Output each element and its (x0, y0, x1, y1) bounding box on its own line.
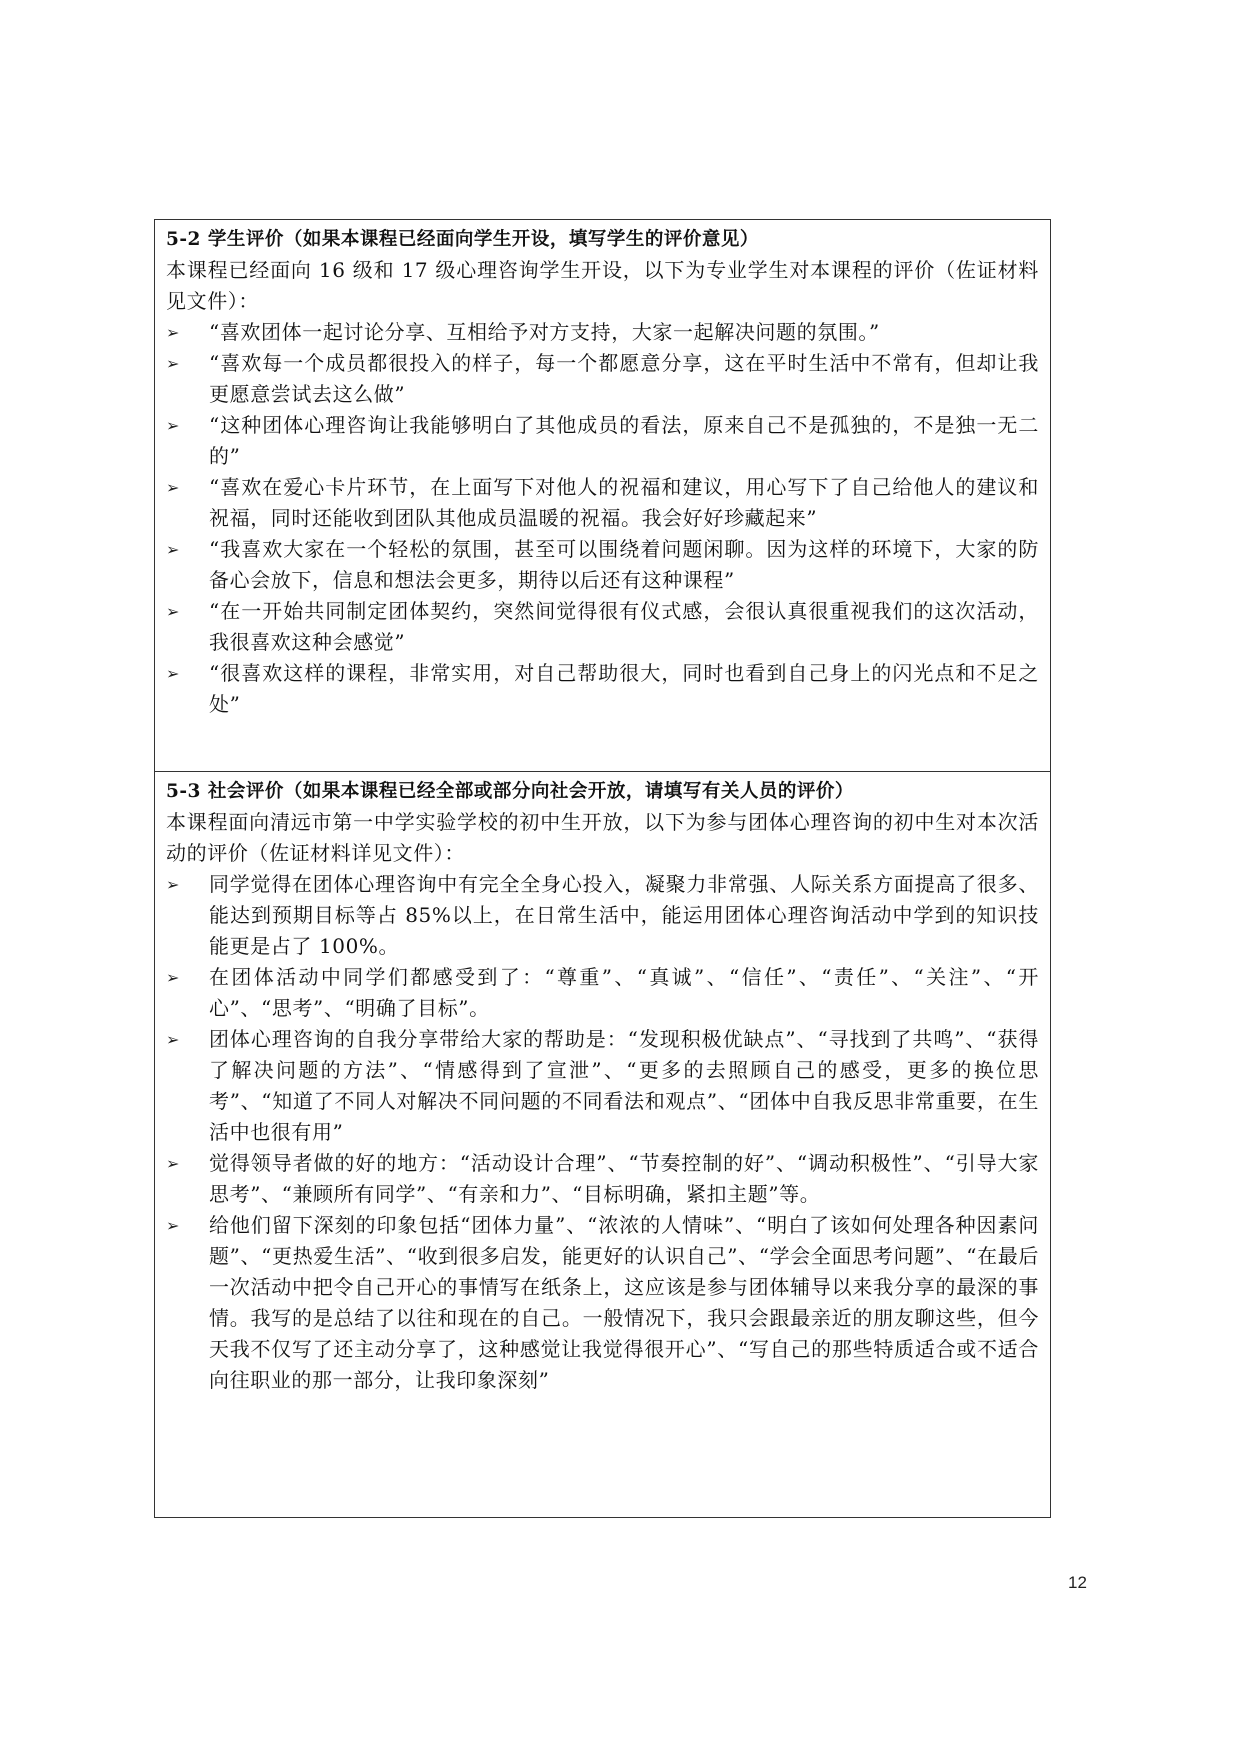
list-item (166, 534, 1039, 596)
student-evaluation-section (154, 219, 1051, 772)
arrow-bullet-icon: ➢ (166, 602, 181, 621)
social-evaluation-section (154, 771, 1051, 1518)
list-item-text: 同学觉得在团体心理咨询中有完全全身心投入，凝聚力非常强、人际关系方面提高了很多、能达到预期目标等占 85%以上，在日常生活中，能运用团体心理咨询活动中学到的知识技能更是占了 100%。 (209, 872, 1039, 958)
arrow-bullet-icon: ➢ (166, 416, 181, 435)
arrow-bullet-icon: ➢ (166, 323, 181, 342)
arrow-bullet-icon: ➢ (166, 664, 181, 683)
list-item (166, 962, 1039, 1024)
list-item (166, 1148, 1039, 1210)
list-item (166, 317, 1039, 348)
page-number: 12 (1068, 1573, 1087, 1592)
list-item-text: 在团体活动中同学们都感受到了：“尊重”、“真诚”、“信任”、“责任”、“关注”、“开心”、“思考”、“明确了目标”。 (209, 965, 1039, 1020)
evaluation-list (166, 869, 1039, 1396)
arrow-bullet-icon: ➢ (166, 1216, 181, 1235)
list-item (166, 472, 1039, 534)
list-item-text: “喜欢团体一起讨论分享、互相给予对方支持，大家一起解决问题的氛围。” (209, 320, 880, 344)
section-intro: 本课程已经面向 16 级和 17 级心理咨询学生开设，以下为专业学生对本课程的评价（佐证材料见文件）： (166, 258, 1039, 313)
arrow-bullet-icon: ➢ (166, 478, 181, 497)
list-item (166, 348, 1039, 410)
list-item (166, 869, 1039, 962)
list-item (166, 1024, 1039, 1148)
section-title: 5-3 社会评价（如果本课程已经全部或部分向社会开放，请填写有关人员的评价） (166, 781, 854, 802)
evaluation-list (166, 317, 1039, 720)
arrow-bullet-icon: ➢ (166, 1030, 181, 1049)
list-item-text: “喜欢在爱心卡片环节，在上面写下对他人的祝福和建议，用心写下了自己给他人的建议和祝福，同时还能收到团队其他成员温暖的祝福。我会好好珍藏起来” (209, 475, 1039, 530)
list-item-text: 给他们留下深刻的印象包括“团体力量”、“浓浓的人情味”、“明白了该如何处理各种因素问题”、“更热爱生活”、“收到很多启发，能更好的认识自己”、“学会全面思考问题”、“在最后一次活动中把令自己开心的事情写在纸条上，这应该是参与团体辅导以来我分享的最深的事情。我写的是总结了以往和现在的自己。一般情况下，我只会跟最亲近的朋友聊这些，但今天我不仅写了还主动分享了，这种感觉让我觉得很开心”、“写自己的那些特质适合或不适合向往职业的那一部分，让我印象深刻” (209, 1213, 1039, 1392)
list-item (166, 658, 1039, 720)
section-intro: 本课程面向清远市第一中学实验学校的初中生开放，以下为参与团体心理咨询的初中生对本次活动的评价（佐证材料详见文件）： (166, 810, 1039, 865)
list-item-text: 团体心理咨询的自我分享带给大家的帮助是：“发现积极优缺点”、“寻找到了共鸣”、“获得了解决问题的方法”、“情感得到了宣泄”、“更多的去照顾自己的感受，更多的换位思考”、“知道了不同人对解决不同问题的不同看法和观点”、“团体中自我反思非常重要，在生活中也很有用” (209, 1027, 1039, 1144)
arrow-bullet-icon: ➢ (166, 968, 181, 987)
arrow-bullet-icon: ➢ (166, 354, 181, 373)
list-item-text: 觉得领导者做的好的地方：“活动设计合理”、“节奏控制的好”、“调动积极性”、“引导大家思考”、“兼顾所有同学”、“有亲和力”、“目标明确，紧扣主题”等。 (209, 1151, 1039, 1206)
arrow-bullet-icon: ➢ (166, 1154, 181, 1173)
list-item-text: “我喜欢大家在一个轻松的氛围，甚至可以围绕着问题闲聊。因为这样的环境下，大家的防备心会放下，信息和想法会更多，期待以后还有这种课程” (209, 537, 1039, 592)
list-item (166, 1210, 1039, 1396)
arrow-bullet-icon: ➢ (166, 540, 181, 559)
list-item (166, 596, 1039, 658)
list-item-text: “这种团体心理咨询让我能够明白了其他成员的看法，原来自己不是孤独的，不是独一无二的” (209, 413, 1039, 468)
section-title: 5-2 学生评价（如果本课程已经面向学生开设，填写学生的评价意见） (166, 229, 759, 250)
list-item-text: “很喜欢这样的课程，非常实用，对自己帮助很大，同时也看到自己身上的闪光点和不足之处” (209, 661, 1039, 716)
list-item-text: “喜欢每一个成员都很投入的样子，每一个都愿意分享，这在平时生活中不常有，但却让我更愿意尝试去这么做” (209, 351, 1039, 406)
arrow-bullet-icon: ➢ (166, 875, 181, 894)
list-item-text: “在一开始共同制定团体契约，突然间觉得很有仪式感，会很认真很重视我们的这次活动，我很喜欢这种会感觉” (209, 599, 1039, 654)
list-item (166, 410, 1039, 472)
